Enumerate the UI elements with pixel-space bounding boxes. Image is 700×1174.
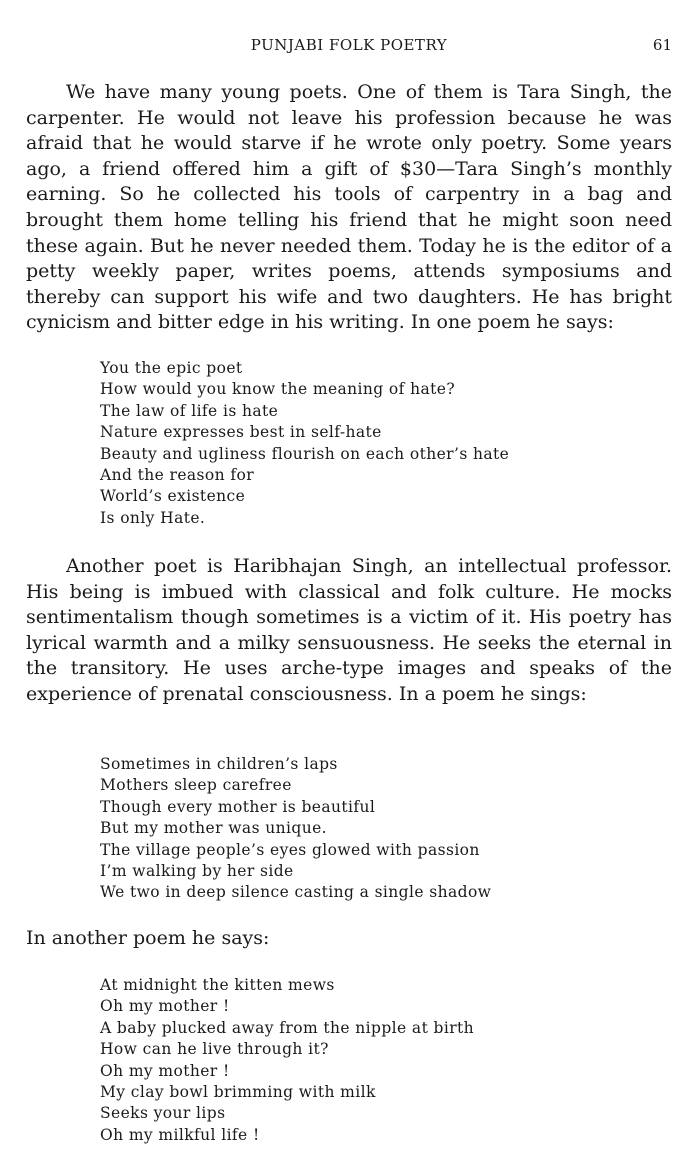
poem-line: At midnight the kitten mews (100, 976, 335, 994)
poem-line: Mothers sleep carefree (100, 776, 292, 795)
poem-line: You the epic poet (100, 359, 243, 377)
poem-line: Beauty and ugliness flourish on each other’s hate (100, 444, 510, 463)
poem-line: How would you know the meaning of hate? (100, 380, 456, 399)
poem-line: Oh my milkful life ! (100, 1125, 260, 1144)
page-header (26, 36, 672, 62)
poem-line: Nature expresses best in self-hate (100, 423, 382, 442)
poem-line: But my mother was unique. (100, 819, 327, 838)
poem-line: The law of life is hate (100, 401, 279, 420)
poem-line: World’s existence (100, 487, 246, 506)
body-paragraph: In another poem he says: (26, 927, 270, 949)
poem-line: A baby plucked away from the nipple at birth (100, 1018, 475, 1037)
page-number: 61 (652, 36, 672, 54)
poem-line: And the reason for (100, 466, 255, 485)
poem-line: How can he live through it? (100, 1040, 329, 1059)
poem-line: The village people’s eyes glowed with passion (100, 840, 480, 859)
poem-line: Oh my mother ! (100, 997, 230, 1016)
body-paragraph: Another poet is Haribhajan Singh, an intellectual professor. His being is imbued with classical and folk culture. He mocks sentimentalism though sometimes is a victim of it. His poetry has lyrical warmth and a milky sensuousness. He seeks the eternal in the transitory. He uses arche-type images and speaks of the experience of prenatal consciousness. In a poem he sings: (26, 555, 672, 705)
poem-line: Is only Hate. (100, 508, 206, 527)
poem-block (100, 358, 660, 529)
poem-block (100, 975, 660, 1146)
running-title: PUNJABI FOLK POETRY (250, 36, 448, 54)
poem-line: Though every mother is beautiful (100, 797, 376, 816)
poem-line: I’m walking by her side (100, 862, 294, 881)
poem-line: Oh my mother ! (100, 1061, 230, 1080)
poem-line: Seeks your lips (100, 1104, 226, 1123)
poem-line: My clay bowl brimming with milk (100, 1083, 376, 1102)
poem-line: Sometimes in children’s laps (100, 755, 338, 773)
poem-block (100, 754, 660, 904)
body-paragraph: We have many young poets. One of them is Tara Singh, the carpenter. He would not leave his profession because he was afraid that he would starve if he wrote only poetry. Some years ago, a friend offered him a gift of $30—Tara Singh’s monthly earning. So he collected his tools of carpentry in a bag and brought them home telling his friend that he might soon need these again. But he never needed them. Today he is the editor of a petty weekly paper, writes poems, attends symposiums and thereby can support his wife and two daughters. He has bright cynicism and bitter edge in his writing. In one poem he says: (26, 81, 672, 334)
poem-line: We two in deep silence casting a single shadow (100, 883, 492, 902)
